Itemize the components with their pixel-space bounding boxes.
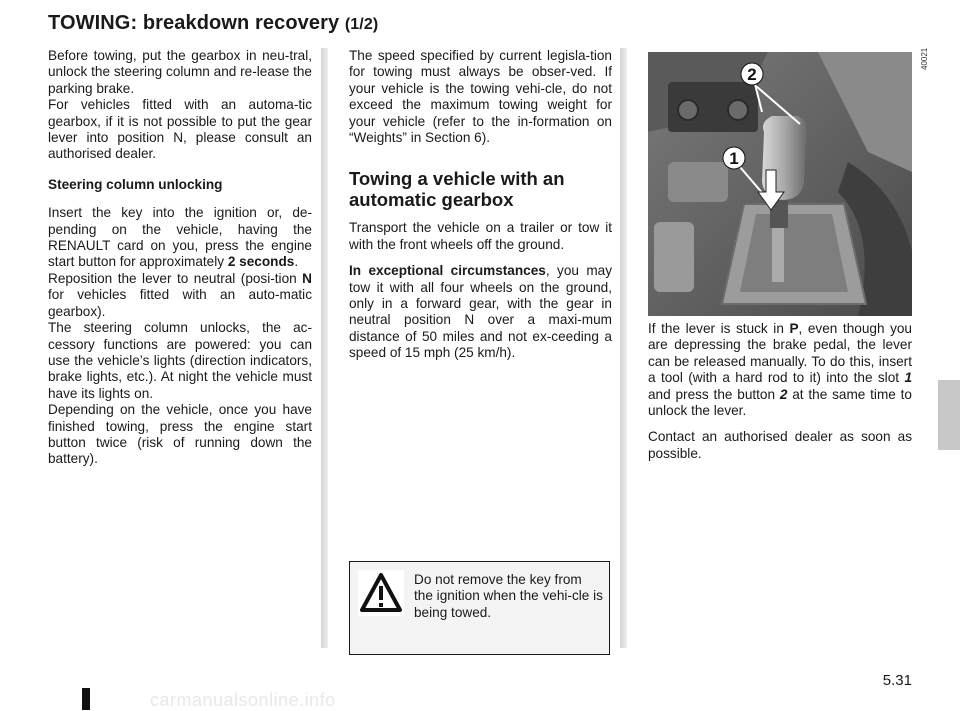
- warning-text: Do not remove the key from the ignition when the vehi-cle is being towed.: [414, 572, 603, 620]
- lever-stuck-text-2: , even though you are depressing the brake pedal, the lever can be released manually. To do this, insert a tool (with a hard rod to it) into the slot: [648, 321, 912, 386]
- contact-dealer-paragraph: Contact an authorised dealer as soon as possible.: [648, 429, 912, 461]
- unlock-duration: 2 seconds: [227, 254, 295, 270]
- reposition-text: Reposition the lever to neutral (posi-tion: [48, 270, 303, 286]
- exceptional-paragraph: [349, 263, 612, 361]
- exceptional-text: , you may tow it with all four wheels on the ground, only in a forward gear, with the gear in neutral position N over a maxi-mum distance of 50 miles and not ex-ceeding a speed of 15 mph (25 km/h).: [349, 263, 612, 361]
- column-divider-left: [321, 48, 328, 648]
- page-title: [48, 12, 378, 35]
- callout-2: 2: [747, 65, 757, 84]
- lever-stuck-paragraph: [648, 321, 912, 419]
- after-towing-paragraph: Depending on the vehicle, once you have finished towing, press the engine start button twice (risk of running down the battery).: [48, 402, 312, 467]
- slot-ref: 1: [904, 370, 912, 386]
- exceptional-label: In exceptional circumstances: [349, 263, 546, 279]
- callout-1: 1: [729, 149, 739, 168]
- lever-stuck-text-3: and press the button: [648, 386, 780, 402]
- corner-mark: [82, 688, 90, 710]
- gear-lever-photo: [648, 52, 912, 316]
- automatic-gearbox-note: For vehicles fitted with an automa-tic gearbox, if it is not possible to put the gear lever into position N, please consult an authorised dealer.: [48, 97, 312, 162]
- reposition-lever: [48, 271, 312, 320]
- position-p: P: [789, 321, 799, 336]
- unlock-instructions: [48, 205, 312, 271]
- unlock-text: Insert the key into the ignition or, de-pending on the vehicle, having the RENAULT card on you, press the engine start button for approximately: [48, 205, 312, 270]
- column-unlocks-paragraph: The steering column unlocks, the ac-cessory functions are powered: you can use the vehicle’s lights (direction indicators, brake lights, etc.). At night the vehicle must have its lights on.: [48, 320, 312, 401]
- column-left: [48, 48, 312, 478]
- intro-paragraph: Before towing, put the gearbox in neu-tral, unlock the steering column and re-lease the parking brake.: [48, 48, 312, 96]
- trailer-paragraph: Transport the vehicle on a trailer or tow it with the front wheels off the ground.: [349, 220, 612, 252]
- automatic-towing-heading: Towing a vehicle with an automatic gearbox: [349, 168, 565, 211]
- image-reference: 40021: [920, 47, 929, 70]
- title-main: TOWING: breakdown recovery: [48, 12, 340, 34]
- page-number: 5.31: [882, 672, 912, 689]
- warning-box: [349, 561, 610, 655]
- column-middle: [349, 48, 612, 372]
- watermark: carmanualsonline.info: [150, 690, 336, 710]
- unlock-text-end: .: [294, 254, 299, 270]
- steering-unlock-heading: Steering column unlocking: [48, 176, 223, 192]
- lever-stuck-text-4: at the same time to unlock the lever.: [648, 386, 912, 419]
- title-part: (1/2): [344, 16, 379, 33]
- column-divider-right: [620, 48, 627, 648]
- reposition-text-end: for vehicles fitted with an auto-matic gearbox).: [48, 287, 312, 319]
- position-n: N: [302, 270, 312, 286]
- button-ref: 2: [779, 386, 788, 402]
- section-tab: [938, 380, 960, 450]
- column-right: [648, 321, 912, 472]
- lever-stuck-text: If the lever is stuck in: [648, 321, 790, 336]
- speed-legislation-paragraph: The speed specified by current legisla-tion for towing must always be obser-ved. If your vehicle is the towing vehi-cle, do not exceed the maximum towing weight for your vehicle (refer to the in-formation on “Weights” in Section 6).: [349, 48, 612, 146]
- warning-triangle-icon: [358, 570, 404, 616]
